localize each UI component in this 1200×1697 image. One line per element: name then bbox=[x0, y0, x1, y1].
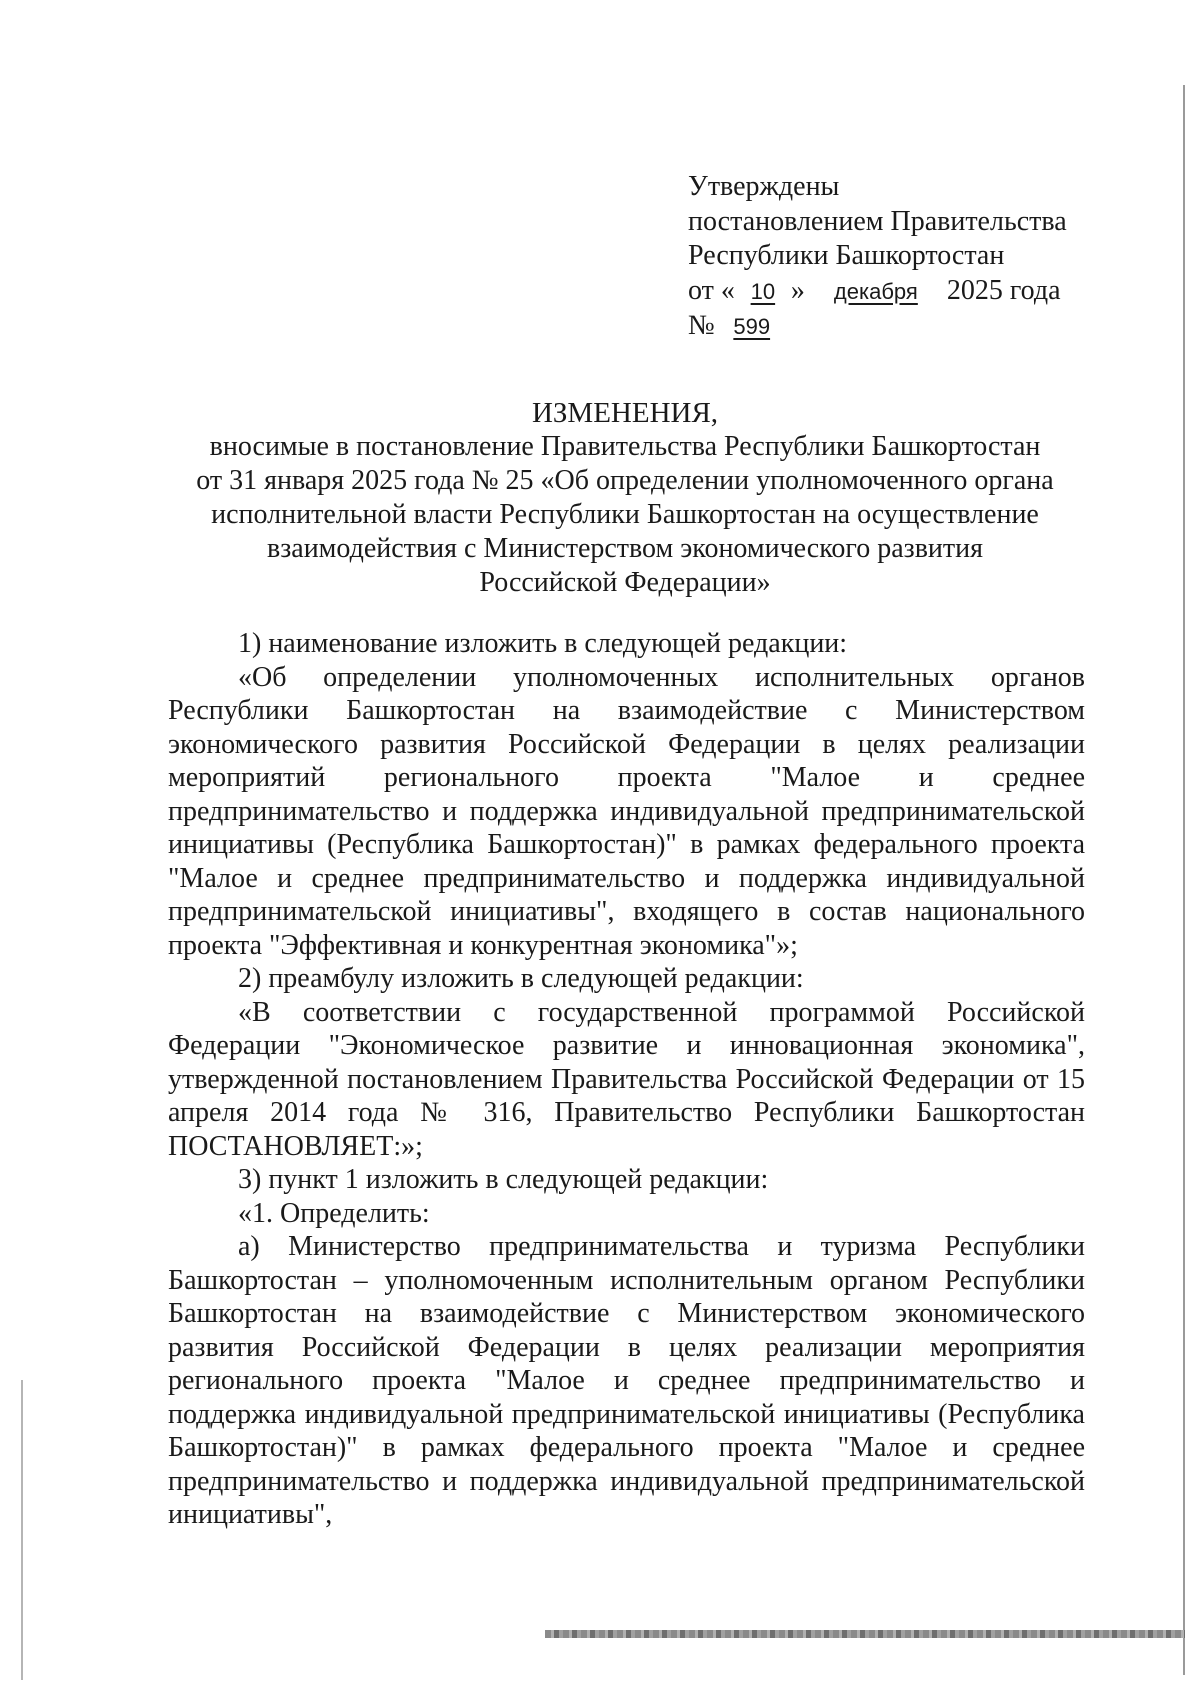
scan-edge-line bbox=[1183, 85, 1185, 1675]
approval-date-line bbox=[688, 274, 1067, 310]
body-paragraph: 1) наименование изложить в следующей редакции: bbox=[238, 628, 848, 659]
heading-line: от 31 января 2025 года № 25 «Об определении уполномоченного органа bbox=[196, 465, 1054, 496]
date-prefix: от « bbox=[688, 274, 735, 306]
heading-line: вносимые в постановление Правительства Республики Башкортостан bbox=[209, 431, 1041, 462]
body-paragraph: «1. Определить: bbox=[238, 1197, 430, 1229]
approval-line: Республики Башкортостан bbox=[688, 240, 1005, 271]
approval-line: Утверждены bbox=[688, 171, 840, 202]
number-prefix: № bbox=[688, 310, 715, 341]
date-mid: » bbox=[790, 274, 805, 306]
body-paragraph: «Об определении уполномоченных исполнительных органов Республики Башкортостан на взаимодействие с Министерством экономического развития Российской Федерации в целях реализации мероприятий регионального проекта "Малое и среднее предпринимательство и поддержка индивидуальной предпринимательской инициативы (Республика Башкортостан)" в рамках федерального проекта "Малое и среднее предпринимательство и поддержка индивидуальной предпринимательской инициативы", входящего в состав национального проекта "Эффективная и конкурентная экономика"»; bbox=[168, 661, 1085, 961]
date-month: декабря bbox=[833, 278, 918, 304]
heading-line: Российской Федерации» bbox=[479, 567, 771, 598]
body-paragraph: а) Министерство предпринимательства и туризма Республики Башкортостан – уполномоченным исполнительным органом Республики Башкортостан на взаимодействие с Министерством экономического развития Российской Федерации в целях реализации мероприятия регионального проекта "Малое и среднее предпринимательство и поддержка индивидуальной предпринимательской инициативы (Республика Башкортостан)" в рамках федерального проекта "Малое и среднее предпринимательство и поддержка индивидуальной предпринимательской инициативы", bbox=[168, 1231, 1085, 1530]
document-number: 599 bbox=[733, 314, 771, 339]
approval-number-line bbox=[688, 309, 1067, 345]
scan-edge-line bbox=[21, 1380, 23, 1680]
body-paragraph: «В соответствии с государственной программой Российской Федерации "Экономическое развитие и инновационная экономика", утвержденной постановлением Правительства Российской Федерации от 15 апреля 2014 года № 316, Правительство Республики Башкортостан ПОСТАНОВЛЯЕТ:»; bbox=[168, 996, 1085, 1162]
document-heading bbox=[165, 396, 1085, 600]
body-paragraph: 3) пункт 1 изложить в следующей редакции: bbox=[238, 1164, 769, 1195]
body-paragraph: 2) преамбулу изложить в следующей редакции: bbox=[238, 963, 804, 994]
heading-title: ИЗМЕНЕНИЯ, bbox=[531, 397, 719, 429]
heading-line: исполнительной власти Республики Башкортостан на осуществление bbox=[211, 499, 1039, 530]
scan-bottom-artifact bbox=[545, 1630, 1185, 1638]
document-body bbox=[168, 627, 1085, 1532]
approval-block bbox=[688, 170, 1067, 345]
approval-line: постановлением Правительства bbox=[688, 205, 1067, 237]
date-year: 2025 года bbox=[946, 274, 1061, 306]
heading-line: взаимодействия с Министерством экономического развития bbox=[266, 533, 983, 564]
date-day: 10 bbox=[750, 278, 776, 304]
